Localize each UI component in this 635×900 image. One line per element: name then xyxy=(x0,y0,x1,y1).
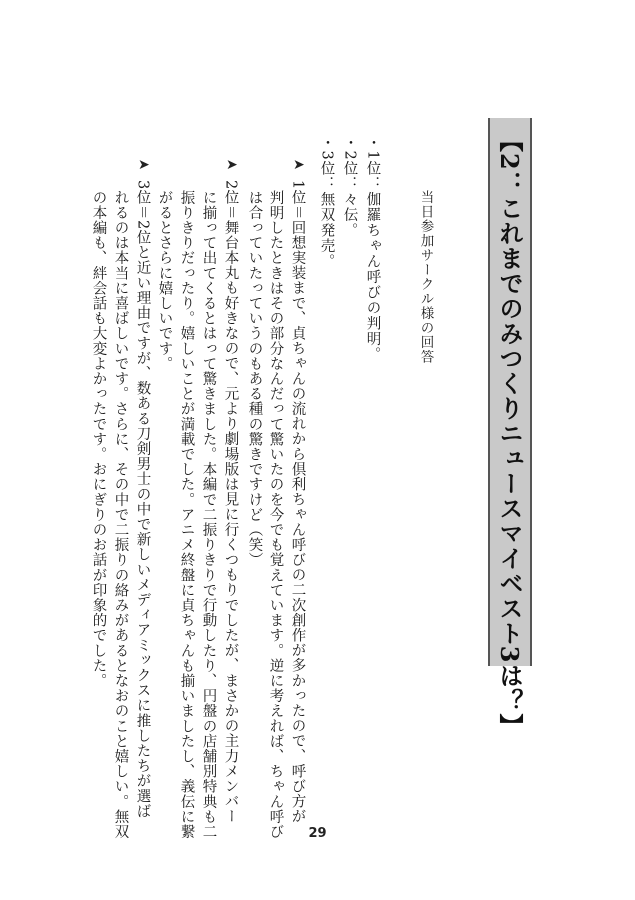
ranking-item-3: ・3位：無双発売。 xyxy=(318,135,335,270)
answer-3-line-1: 3位＝2位と近い理由ですが、数ある刀剣男士の中で新しいメディアミックスに推したちが選ば xyxy=(134,180,151,819)
answer-2-line-3: 振りきりだったり。嬉しいことが満載でした。アニメ終盤に貞ちゃんも揃いましたし、義伝に繋 xyxy=(178,190,195,840)
answer-1-line-1: 1位＝回想実装まで、貞ちゃんの流れから倶利ちゃん呼びの二次創作が多かったので、呼び方が xyxy=(289,180,306,825)
arrow-bullet-icon: ➤ xyxy=(293,157,305,173)
arrow-bullet-icon: ➤ xyxy=(226,157,238,173)
respondent-label: 当日参加サークル様の回答 xyxy=(417,190,434,364)
answer-2-line-2: に揃って出てくるとはって驚きました。本編で二振りきりで行動したり、円盤の店舗別特典も二 xyxy=(200,190,217,840)
arrow-bullet-icon: ➤ xyxy=(138,157,150,173)
ranking-item-2: ・2位：々伝。 xyxy=(341,135,358,239)
answer-3-line-3: の本編も、絆会話も大変よかったです。おにぎりのお話が印象的でした。 xyxy=(90,190,107,689)
ranking-item-1: ・1位：伽羅ちゃん呼びの判明。 xyxy=(364,135,381,363)
page-number: 29 xyxy=(308,826,327,841)
section-title: 【2：これまでのみつくりニュースマイベスト3は？】 xyxy=(495,128,524,739)
answer-2-line-4: がるとさらに嬉しいです。 xyxy=(156,190,173,372)
answer-1-line-2: 判明したときはその部分なんだって驚いたのを今でも覚えています。逆に考えれば、ちゃん呼び xyxy=(267,190,284,840)
answer-3-line-2: れるのは本当に喜ばしいです。さらに、その中で二振りの絡みがあるとなおのこと嬉しい。無双 xyxy=(112,190,129,840)
answer-2-line-1: 2位＝舞台本丸も好きなので、元より劇場版は見に行くつもりでしたが、まさかの主力メンバー xyxy=(222,180,239,825)
answer-1-line-3: は合っていたっていうのもある種の驚きですけど（笑） xyxy=(246,190,263,568)
